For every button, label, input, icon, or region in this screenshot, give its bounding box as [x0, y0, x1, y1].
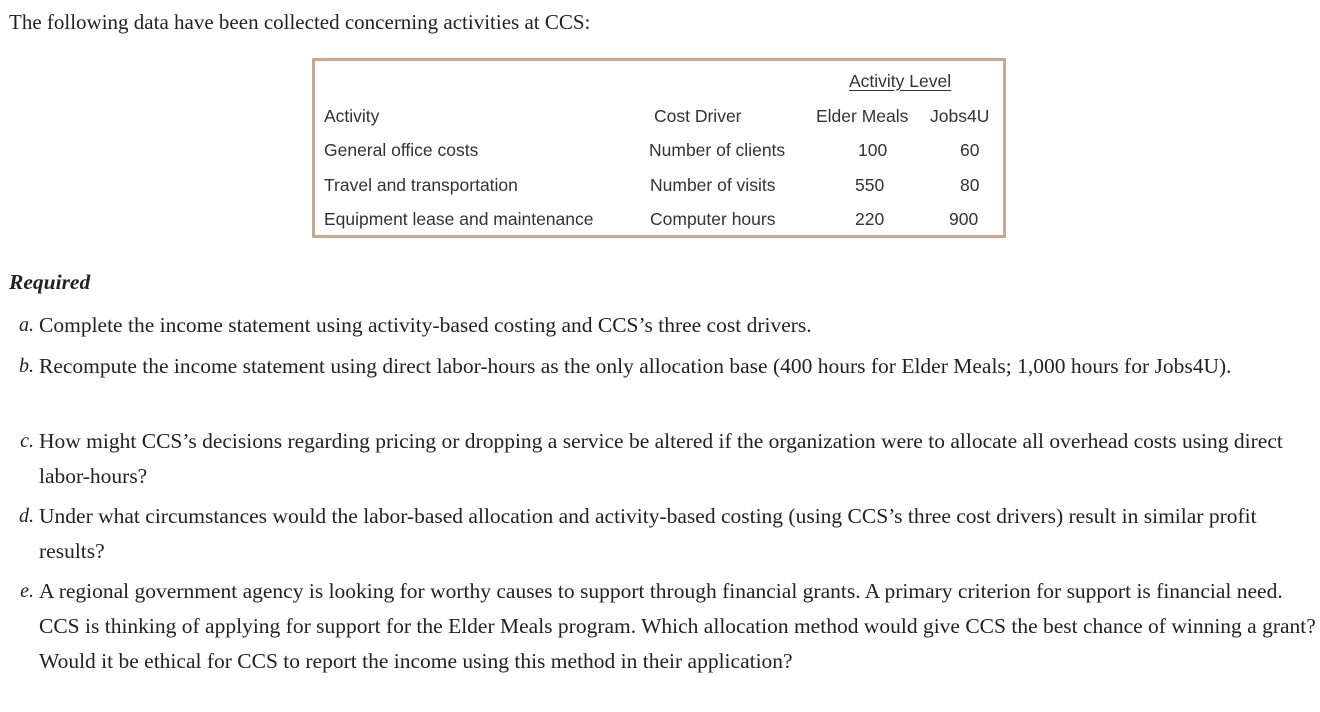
cell-cost-driver: Number of visits: [650, 175, 776, 195]
cell-elder-meals: 220: [855, 209, 885, 229]
question-text: Recompute the income statement using direct labor-hours as the only allocation base (400 hours for Elder Meals; 1,000 hours for Jobs4U).: [39, 354, 1232, 378]
cell-cost-driver: Number of clients: [649, 140, 786, 160]
question-text: Complete the income statement using activity-based costing and CCS’s three cost drivers.: [39, 313, 812, 337]
cell-elder-meals: 100: [858, 140, 888, 160]
cell-elder-meals: 550: [855, 175, 885, 195]
cell-activity: Travel and transportation: [324, 175, 518, 195]
cell-activity: General office costs: [324, 140, 479, 160]
cell-jobs4u: 60: [960, 140, 980, 160]
activity-data-table: [312, 58, 1006, 238]
cell-jobs4u: 900: [949, 209, 979, 229]
question-letter: a.: [19, 314, 34, 336]
required-heading: Required: [9, 270, 91, 294]
question-text: Under what circumstances would the labor-based allocation and activity-based costing (using CCS’s three cost drivers) result in similar profit results?: [39, 504, 1257, 563]
question-letter: e.: [20, 580, 34, 602]
cell-jobs4u: 80: [960, 175, 980, 195]
question-letter: b.: [19, 355, 34, 377]
column-header-jobs4u: Jobs4U: [930, 106, 990, 126]
question-text: How might CCS’s decisions regarding pricing or dropping a service be altered if the organization were to allocate all overhead costs using direct labor-hours?: [39, 429, 1283, 488]
cell-cost-driver: Computer hours: [650, 209, 776, 229]
column-header-cost-driver: Cost Driver: [654, 106, 742, 126]
cell-activity: Equipment lease and maintenance: [324, 209, 594, 229]
column-header-activity: Activity: [324, 106, 380, 126]
question-text: A regional government agency is looking for worthy causes to support through financial grants. A primary criterion for support is financial need. CCS is thinking of applying for support for the Elder Meals program. Which allocation method would give CCS the best chance of winning a grant? Would it be ethical for CCS to report the income using this method in their application?: [39, 579, 1316, 673]
activity-level-header: Activity Level: [849, 71, 952, 91]
intro-text: The following data have been collected concerning activities at CCS:: [9, 10, 591, 34]
question-letter: c.: [20, 430, 34, 452]
column-header-elder-meals: Elder Meals: [816, 106, 909, 126]
question-letter: d.: [19, 505, 34, 527]
